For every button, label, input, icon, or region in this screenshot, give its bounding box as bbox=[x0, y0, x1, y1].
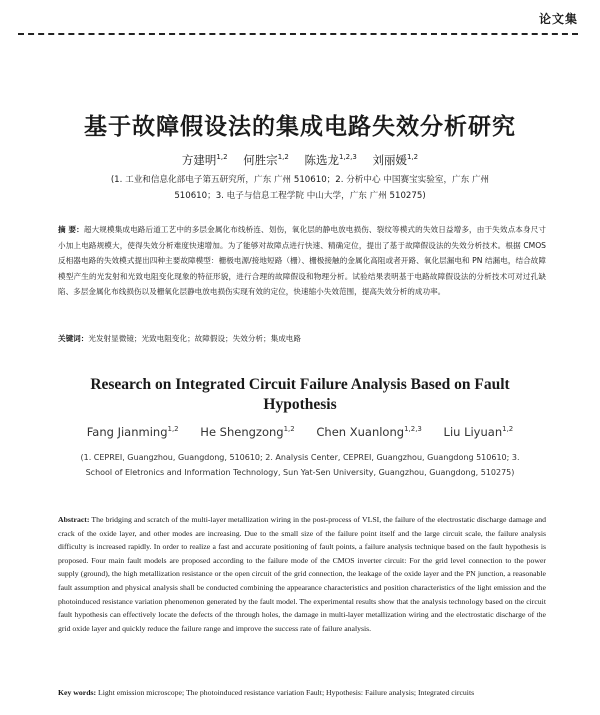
english-keywords bbox=[58, 686, 546, 700]
chinese-title: 基于故障假设法的集成电路失效分析研究 bbox=[84, 114, 516, 140]
english-keywords-text: Light emission microscope; The photoinduced resistance variation Fault; Hypothesis: Failure analysis; Integrated circuits bbox=[98, 688, 475, 697]
section-tag: 论文集 bbox=[538, 12, 578, 26]
chinese-author-2: 何胜宗$^{1,2}$ bbox=[243, 153, 289, 167]
english-abstract-text: The bridging and scratch of the multi-layer metallization wiring in the post-process of VLSI, the failure of the electrostatic discharge damage and crack of the oxide layer, and other modes are increasing. Due to the small size of the failure point itself and the large circuit scale, the failure analysis difficulty is increased rapidly. In order to realize a fast and accurate positioning of fault points, a failure analysis technique based on the fault hypothesis is proposed. Four main fault models are proposed according to the failure mode of the CMOS inverter circuit: For the grid level connection to the power supply (ground), the high metallization resistance or the open circuit of the grid connection, the leakage of the oxide layer and the PN junction, a reasonable fault assumption and physical analysis shall be conducted combining the appearance characteristics and position characteristics of the light emission and the photoinduced resistance variation phenomenon generated by the fault model. The experimental results show that the analysis technology based on the circuit fault hypothesis can effectively locate the defects of the through holes, the damage in multi-layer metallization wiring and the electrostatic discharge of the grid oxide layer and quickly reduce the failure range and improve the success rate of failure analysis. bbox=[58, 515, 546, 633]
chinese-authors bbox=[0, 152, 600, 168]
english-abstract-label: Abstract: bbox=[58, 515, 90, 524]
chinese-author-4: 刘丽媛$^{1,2}$ bbox=[372, 153, 419, 167]
chinese-keywords-label: 关键词： bbox=[58, 334, 89, 343]
chinese-affiliation: (1. 工业和信息化部电子第五研究所，广东 广州 510610；2. 分析中心 中国赛宝实验室，广东 广州 510610；3. 电子与信息工程学院 中山大学，广东 广州 510275) bbox=[110, 175, 490, 201]
chinese-abstract-text: 超大规模集成电路后道工艺中的多层金属化布线桥连、划伤，氧化层的静电放电损伤、裂纹等模式的失效日益增多，由于失效点本身尺寸小加上电路规模大，使得失效分析难度快速增加。为了能够对故障点进行快速、精确定位，提出了基于故障假设法的失效分析技术。根据 CMOS 反相器电路的失效模式提出四种主要故障模型：栅极电源/接地短路（栅）、栅极接触的金属化高阻或者开路、氧化层漏电和 PN 结漏电，结合故障模型产生的光发射和光致电阻变化现象的特征形貌，进行合理的故障假设和物理分析。试验结果表明基于电路故障假设法的分析技术可对过孔缺陷、多层金属化布线损伤以及栅氧化层静电放电损伤实现有效的定位，快速缩小失效范围，提高失效分析的成功率。 bbox=[58, 225, 546, 297]
chinese-author-3: 陈选龙$^{1,2,3}$ bbox=[304, 153, 357, 167]
english-affiliation: (1. CEPREI, Guangzhou, Guangdong, 510610; 2. Analysis Center, CEPREI, Guangzhou, Guangdong 510610; 3. School of Eletronics and Information Technology, Sun Yat-Sen University, Guangzhou, Guangdong, 510275) bbox=[80, 453, 520, 477]
english-keywords-label: Key words: bbox=[58, 688, 97, 697]
chinese-author-1: 方建明$^{1,2}$ bbox=[181, 153, 228, 167]
english-author-4: Liu Liyuan$^{1,2}$ bbox=[443, 425, 514, 439]
english-title: Research on Integrated Circuit Failure Analysis Based on Fault Hypothesis bbox=[90, 376, 510, 413]
english-authors bbox=[0, 425, 600, 439]
english-abstract bbox=[58, 513, 546, 635]
header-rule bbox=[18, 33, 578, 35]
chinese-abstract-label: 摘 要： bbox=[58, 225, 84, 234]
english-author-2: He Shengzong$^{1,2}$ bbox=[200, 425, 295, 439]
chinese-abstract bbox=[58, 222, 546, 300]
english-author-3: Chen Xuanlong$^{1,2,3}$ bbox=[316, 425, 422, 439]
chinese-keywords bbox=[58, 331, 546, 346]
english-author-1: Fang Jianming$^{1,2}$ bbox=[86, 425, 179, 439]
chinese-keywords-text: 光发射显微镜；光致电阻变化；故障假设；失效分析；集成电路 bbox=[88, 334, 301, 343]
